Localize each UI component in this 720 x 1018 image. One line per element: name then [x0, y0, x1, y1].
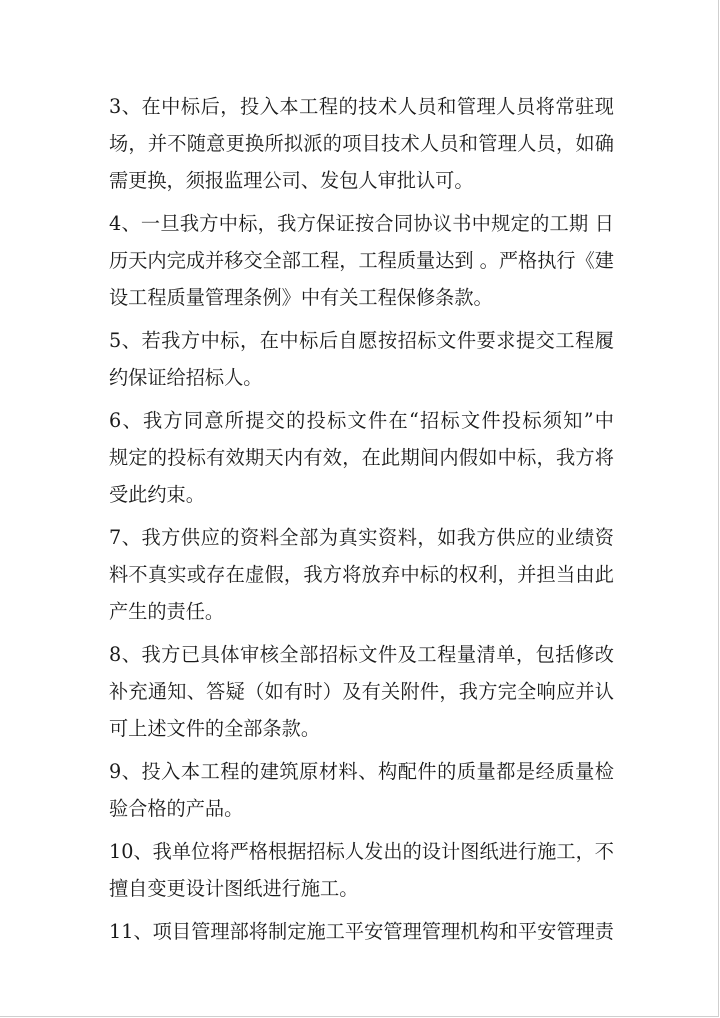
paragraph-line: 验合格的产品。	[109, 797, 244, 820]
paragraph-4	[109, 205, 614, 316]
document-body	[109, 88, 614, 950]
paragraph-5	[109, 322, 614, 396]
paragraph-line: 7、我方供应的资料全部为真实资料，如我方供应的业绩资	[109, 526, 614, 549]
paragraph-line: 10、我单位将严格根据招标人发出的设计图纸进行施工，不	[109, 840, 614, 863]
paragraph-7	[109, 519, 614, 630]
paragraph-line: 5、若我方中标，在中标后自愿按招标文件要求提交工程履	[109, 329, 614, 352]
paragraph-line: 4、一旦我方中标，我方保证按合同协议书中规定的工期 日	[109, 212, 614, 235]
paragraph-line: 9、投入本工程的建筑原材料、构配件的质量都是经质量检	[109, 760, 614, 783]
paragraph-8	[109, 636, 614, 747]
paragraph-line: 擅自变更设计图纸进行施工。	[109, 877, 359, 900]
paragraph-9	[109, 753, 614, 827]
paragraph-line: 需更换，须报监理公司、发包人审批认可。	[109, 169, 474, 192]
paragraph-line: 补充通知、答疑（如有时）及有关附件，我方完全响应并认	[109, 680, 614, 703]
paragraph-line: 受此约束。	[109, 483, 205, 506]
paragraph-line: 约保证给招标人。	[109, 366, 263, 389]
paragraph-line: 规定的投标有效期天内有效，在此期间内假如中标，我方将	[109, 446, 614, 469]
paragraph-11	[109, 913, 614, 950]
paragraph-line: 场，并不随意更换所拟派的项目技术人员和管理人员，如确	[109, 132, 614, 155]
paragraph-line: 设工程质量管理条例》中有关工程保修条款。	[109, 286, 493, 309]
paragraph-6	[109, 402, 614, 513]
paragraph-line: 历天内完成并移交全部工程，工程质量达到 。严格执行《建	[109, 249, 614, 272]
paragraph-line: 11、项目管理部将制定施工平安管理管理机构和平安管理责	[109, 920, 614, 943]
paragraph-line: 产生的责任。	[109, 600, 225, 623]
paragraph-line: 6、我方同意所提交的投标文件在“招标文件投标须知”中	[109, 409, 614, 432]
paragraph-line: 可上述文件的全部条款。	[109, 717, 321, 740]
paragraph-line: 料不真实或存在虚假，我方将放弃中标的权利，并担当由此	[109, 563, 614, 586]
paragraph-line: 8、我方已具体审核全部招标文件及工程量清单，包括修改	[109, 643, 614, 666]
paragraph-3	[109, 88, 614, 199]
paragraph-10	[109, 833, 614, 907]
paragraph-line: 3、在中标后，投入本工程的技术人员和管理人员将常驻现	[109, 95, 614, 118]
